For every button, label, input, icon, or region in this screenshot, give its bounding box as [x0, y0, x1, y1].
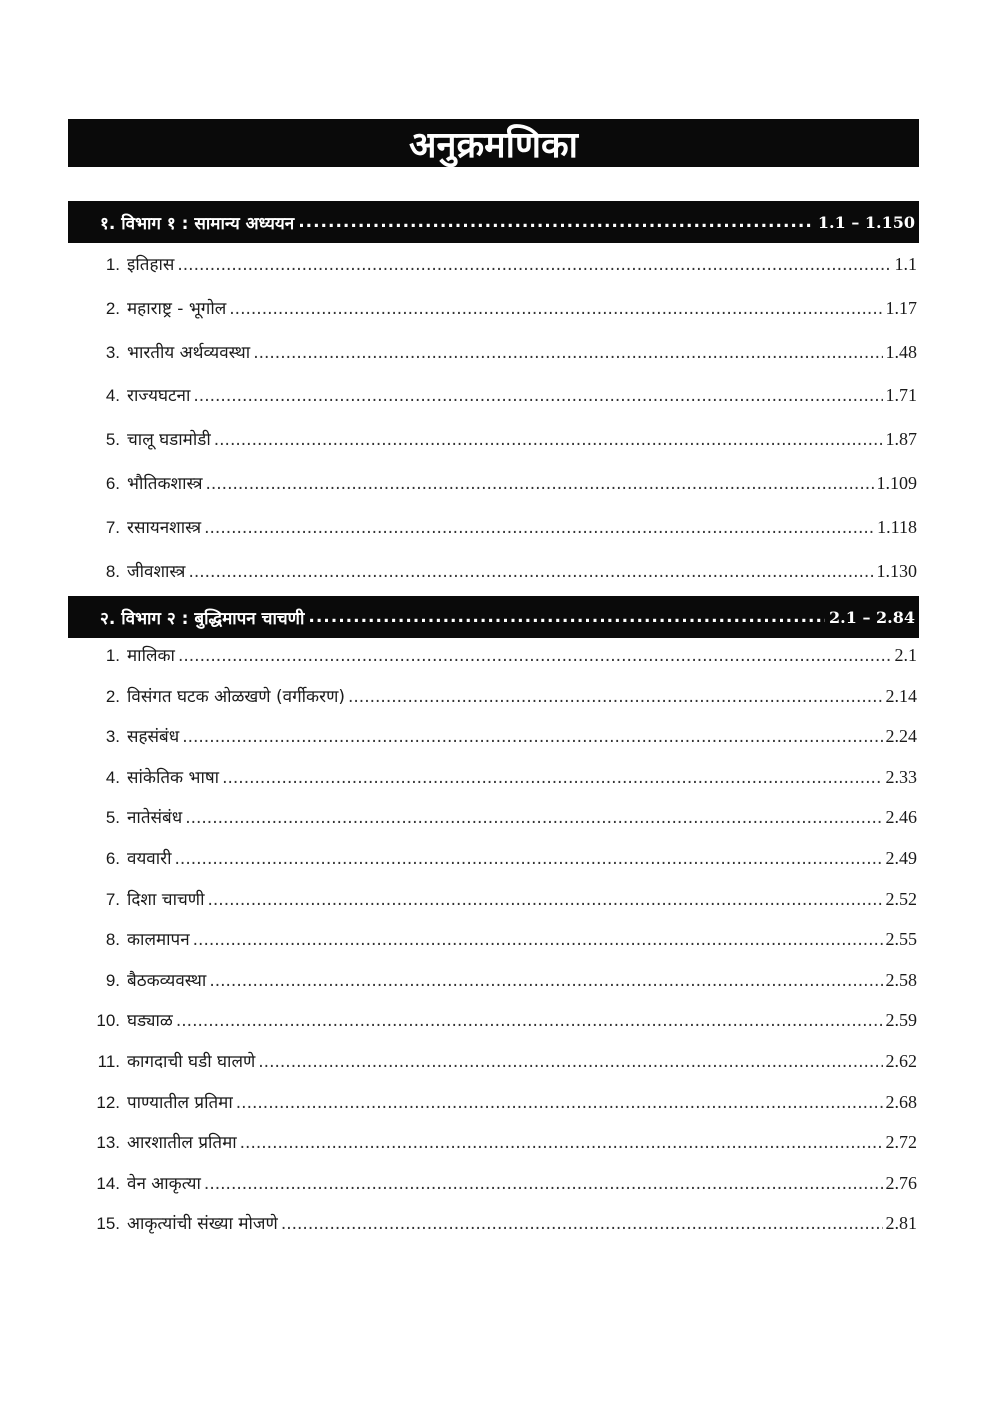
entry-page: 1.48: [885, 341, 917, 362]
section-2-entries: [68, 643, 919, 1252]
leader-dots: [204, 518, 874, 538]
leader-dots: [185, 808, 882, 828]
entry-page: 2.68: [885, 1091, 917, 1112]
entry-title: वयवारी: [127, 848, 172, 869]
leader-dots: [253, 343, 882, 363]
page-title-text: अनुक्रमणिका: [409, 124, 578, 166]
entry-title: सांकेतिक भाषा: [127, 767, 220, 788]
entry-title: नातेसंबंध: [127, 808, 183, 829]
entry-number: 13.: [96, 1133, 120, 1153]
toc-entry[interactable]: [68, 765, 919, 806]
entry-title: सहसंबंध: [127, 727, 180, 748]
toc-entry[interactable]: [68, 724, 919, 765]
entry-title: चालू घडामोडी: [127, 430, 211, 451]
entry-title: कालमापन: [127, 930, 190, 951]
section-header-1[interactable]: [68, 201, 919, 243]
leader-dots: [207, 890, 882, 910]
entry-number: 10.: [96, 1011, 120, 1031]
toc-entry[interactable]: [68, 1090, 919, 1131]
entry-page: 2.33: [885, 766, 917, 787]
entry-page: 1.130: [876, 560, 917, 581]
entry-title: आरशातील प्रतिमा: [127, 1133, 237, 1154]
entry-number: 1.: [105, 646, 120, 665]
toc-entry[interactable]: [68, 1130, 919, 1171]
leader-dots: [178, 646, 892, 666]
entry-title: घड्याळ: [127, 1011, 173, 1032]
entry-number: 15.: [96, 1214, 120, 1234]
leader-dots: [258, 1052, 882, 1072]
entry-page: 1.109: [876, 472, 917, 493]
leader-dots: [193, 930, 883, 950]
entry-number: 6.: [105, 473, 120, 493]
entry-number: 4.: [105, 386, 120, 406]
entry-title: वेन आकृत्या: [127, 1173, 201, 1194]
leader-dots: [308, 607, 825, 627]
toc-entry[interactable]: [68, 643, 919, 684]
entry-page: 2.1: [894, 645, 917, 665]
leader-dots: [222, 768, 882, 788]
leader-dots: [176, 1011, 883, 1031]
entry-title: राज्यघटना: [127, 386, 191, 407]
entry-number: 2.: [105, 298, 120, 318]
entry-page: 1.118: [877, 516, 917, 537]
entry-page: 2.55: [885, 929, 917, 950]
entry-title: महाराष्ट्र - भूगोल: [127, 298, 227, 319]
entry-number: 5.: [105, 430, 120, 450]
leader-dots: [182, 727, 882, 747]
entry-page: 2.76: [885, 1172, 917, 1193]
leader-dots: [281, 1214, 883, 1234]
section-page-range: 1.1 – 1.150: [817, 212, 915, 232]
leader-dots: [193, 386, 882, 406]
leader-dots: [177, 255, 891, 275]
entry-title: मालिका: [127, 646, 175, 666]
toc-entry[interactable]: [68, 968, 919, 1009]
entry-title: जीवशास्त्र: [127, 561, 186, 582]
entry-number: 8.: [105, 561, 120, 581]
entry-page: 2.58: [885, 969, 917, 990]
entry-number: 12.: [96, 1092, 120, 1112]
toc-entry[interactable]: [68, 383, 919, 427]
entry-title: कागदाची घडी घालणे: [127, 1051, 256, 1072]
entry-number: 14.: [96, 1173, 120, 1193]
leader-dots: [205, 474, 873, 494]
entry-title: भारतीय अर्थव्यवस्था: [127, 342, 251, 363]
entry-page: 2.59: [885, 1010, 917, 1031]
entry-title: बैठकव्यवस्था: [127, 970, 207, 991]
entry-page: 1.71: [885, 385, 917, 406]
leader-dots: [298, 212, 814, 232]
toc-entry[interactable]: [68, 684, 919, 725]
entry-number: 9.: [105, 970, 120, 990]
entry-page: 2.81: [885, 1213, 917, 1234]
toc-entry[interactable]: [68, 515, 919, 559]
section-1-entries: [68, 252, 919, 602]
toc-entry[interactable]: [68, 1171, 919, 1212]
toc-entry[interactable]: [68, 471, 919, 515]
toc-entry[interactable]: [68, 1049, 919, 1090]
leader-dots: [229, 299, 882, 319]
toc-entry[interactable]: [68, 927, 919, 968]
leader-dots: [188, 562, 873, 582]
entry-page: 1.17: [885, 297, 917, 318]
leader-dots: [236, 1093, 883, 1113]
entry-number: 7.: [105, 889, 120, 909]
entry-number: 5.: [105, 808, 120, 828]
entry-page: 2.24: [885, 726, 917, 747]
leader-dots: [175, 849, 883, 869]
toc-entry[interactable]: [68, 1008, 919, 1049]
entry-page: 2.72: [885, 1132, 917, 1153]
entry-title: रसायनशास्त्र: [127, 517, 202, 538]
toc-entry[interactable]: [68, 296, 919, 340]
entry-page: 2.52: [885, 888, 917, 909]
entry-title: इतिहास: [127, 255, 175, 275]
section-title: २. विभाग २ : बुद्धिमापन चाचणी: [100, 608, 305, 629]
entry-number: 6.: [105, 848, 120, 868]
toc-entry[interactable]: [68, 846, 919, 887]
leader-dots: [209, 971, 882, 991]
entry-title: विसंगत घटक ओळखणे (वर्गीकरण): [127, 686, 345, 707]
entry-number: 2.: [105, 686, 120, 706]
entry-page: 2.49: [885, 847, 917, 868]
leader-dots: [214, 430, 883, 450]
entry-number: 3.: [105, 727, 120, 747]
section-header-2[interactable]: [68, 596, 919, 638]
toc-entry[interactable]: [68, 887, 919, 928]
entry-title: आकृत्यांची संख्या मोजणे: [127, 1214, 278, 1235]
entry-number: 7.: [105, 517, 120, 537]
toc-entry[interactable]: [68, 805, 919, 846]
toc-entry[interactable]: [68, 252, 919, 296]
leader-dots: [348, 687, 883, 707]
entry-page: 1.1: [894, 254, 917, 274]
toc-entry[interactable]: [68, 340, 919, 384]
leader-dots: [204, 1174, 883, 1194]
entry-page: 2.14: [885, 685, 917, 706]
entry-number: 4.: [105, 767, 120, 787]
toc-entry[interactable]: [68, 1211, 919, 1252]
entry-number: 1.: [105, 255, 120, 274]
entry-title: दिशा चाचणी: [127, 889, 205, 910]
entry-page: 1.87: [885, 429, 917, 450]
entry-title: पाण्यातील प्रतिमा: [127, 1092, 233, 1113]
entry-title: भौतिकशास्त्र: [127, 473, 203, 494]
leader-dots: [240, 1133, 883, 1153]
page-title: [68, 119, 919, 167]
section-title: १. विभाग १ : सामान्य अध्ययन: [100, 213, 295, 234]
entry-page: 2.46: [885, 807, 917, 828]
section-page-range: 2.1 – 2.84: [829, 607, 915, 627]
entry-number: 3.: [105, 342, 120, 362]
entry-number: 11.: [97, 1051, 120, 1071]
entry-page: 2.62: [885, 1050, 917, 1071]
toc-entry[interactable]: [68, 427, 919, 471]
entry-number: 8.: [105, 930, 120, 950]
